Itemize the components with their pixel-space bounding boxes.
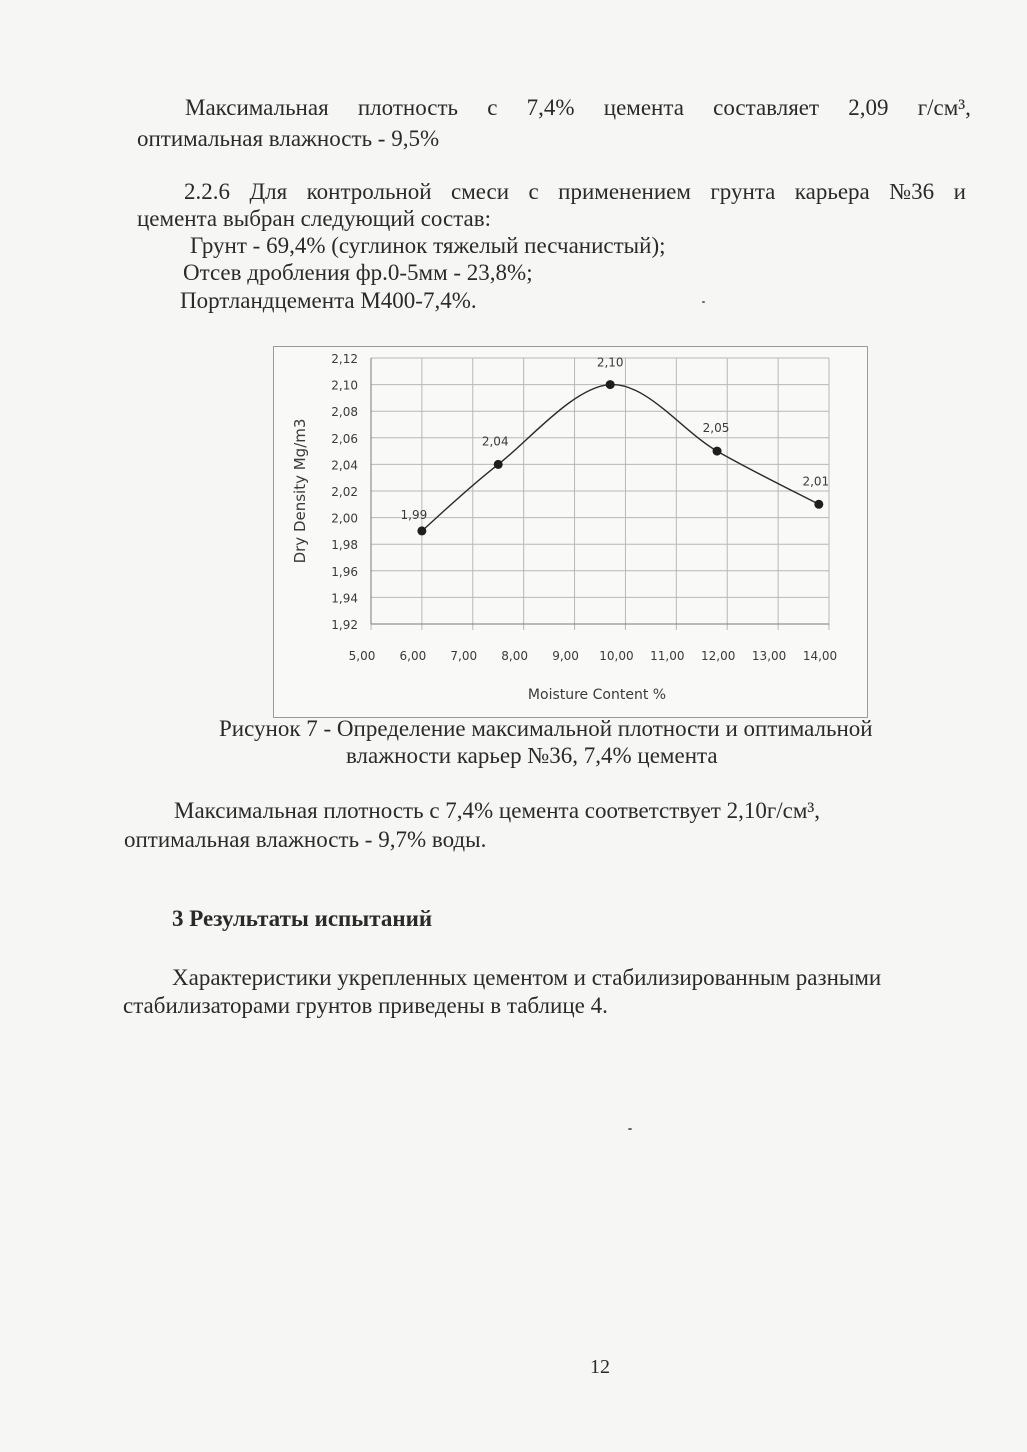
x-tick-label: 5,00: [348, 649, 376, 663]
y-tick-label: 1,94: [331, 591, 358, 606]
paragraph-1-line-2: оптимальная влажность - 9,5%: [137, 126, 440, 151]
scan-speck: [702, 301, 705, 303]
x-tick-label: 14,00: [802, 649, 838, 663]
word: г/см³,: [917, 95, 971, 120]
y-tick-label: 2,02: [331, 485, 358, 499]
y-axis-title: Dry Density Mg/m3: [291, 418, 309, 564]
word: Максимальная: [185, 95, 329, 120]
data-label: 2,04: [481, 434, 509, 449]
x-axis-title: Moisture Content %: [527, 687, 667, 703]
y-tick-label: 2,04: [331, 458, 358, 473]
section-line-2: стабилизаторами грунтов приведены в таблице 4.: [123, 993, 608, 1018]
page-number: 12: [590, 1356, 610, 1378]
data-point: [494, 460, 503, 469]
result-line-1: Максимальная плотность с 7,4% цемента соответствует 2,10г/см³,: [174, 798, 821, 823]
figure-caption-line-2: влажности карьер №36, 7,4% цемента: [346, 743, 718, 768]
y-tick-label: 2,10: [331, 378, 358, 393]
x-tick-label: 10,00: [599, 649, 634, 663]
section-heading: 3 Результаты испытаний: [172, 906, 433, 931]
word: цемента: [603, 95, 684, 120]
data-label: 2,10: [596, 355, 624, 370]
x-tick-label: 12,00: [701, 649, 736, 663]
paragraph-1-line-1: [185, 93, 971, 123]
composition-item-screenings: Отсев дробления фр.0-5мм - 23,8%;: [183, 260, 533, 285]
data-label: 2,01: [802, 474, 830, 489]
x-tick-label: 9,00: [552, 649, 579, 663]
word: с: [528, 179, 539, 204]
section-line-1: Характеристики укрепленных цементом и стабилизированным разными: [172, 965, 882, 990]
word: 7,4%: [526, 95, 575, 120]
density-moisture-chart: [273, 346, 868, 718]
scan-speck: [628, 1128, 632, 1130]
x-tick-label: 8,00: [501, 649, 529, 663]
series-line: [422, 385, 819, 531]
word: грунта: [710, 179, 776, 204]
composition-item-cement: Портландцемента М400-7,4%.: [180, 288, 477, 313]
data-point: [417, 526, 426, 535]
data-point: [713, 447, 722, 456]
paragraph-2-line-1: [184, 177, 966, 207]
y-tick-label: 2,12: [331, 352, 358, 366]
x-tick-label: 7,00: [450, 649, 478, 663]
word: составляет: [713, 95, 820, 120]
word: плотность: [357, 95, 459, 120]
x-tick-label: 13,00: [751, 649, 787, 663]
data-point: [606, 380, 615, 389]
word: с: [487, 95, 498, 120]
word: Для: [249, 179, 288, 204]
x-tick-label: 11,00: [650, 649, 685, 663]
word: 2,09: [848, 95, 889, 120]
chart-canvas: [274, 347, 867, 717]
word: №36: [889, 179, 935, 204]
y-tick-label: 1,92: [331, 618, 358, 632]
y-tick-label: 2,00: [331, 511, 358, 526]
paragraph-2-line-2: цемента выбран следующий состав:: [137, 206, 491, 231]
y-tick-label: 1,98: [331, 538, 358, 553]
word: контрольной: [306, 179, 432, 204]
y-tick-label: 1,96: [331, 564, 358, 579]
y-tick-label: 2,06: [331, 431, 358, 446]
result-line-2: оптимальная влажность - 9,7% воды.: [124, 827, 487, 852]
y-tick-label: 2,08: [331, 405, 358, 420]
composition-item-soil: Грунт - 69,4% (суглинок тяжелый песчанистый);: [190, 233, 666, 258]
data-label: 2,05: [702, 421, 730, 436]
data-label: 1,99: [400, 507, 428, 522]
word: смеси: [451, 179, 510, 204]
word: 2.2.6: [184, 179, 230, 204]
x-tick-label: 6,00: [399, 649, 427, 663]
word: и: [953, 179, 966, 204]
word: карьера: [794, 179, 870, 204]
figure-caption-line-1: Рисунок 7 - Определение максимальной плотности и оптимальной: [219, 716, 873, 741]
data-point: [814, 500, 823, 509]
word: применением: [558, 179, 691, 204]
